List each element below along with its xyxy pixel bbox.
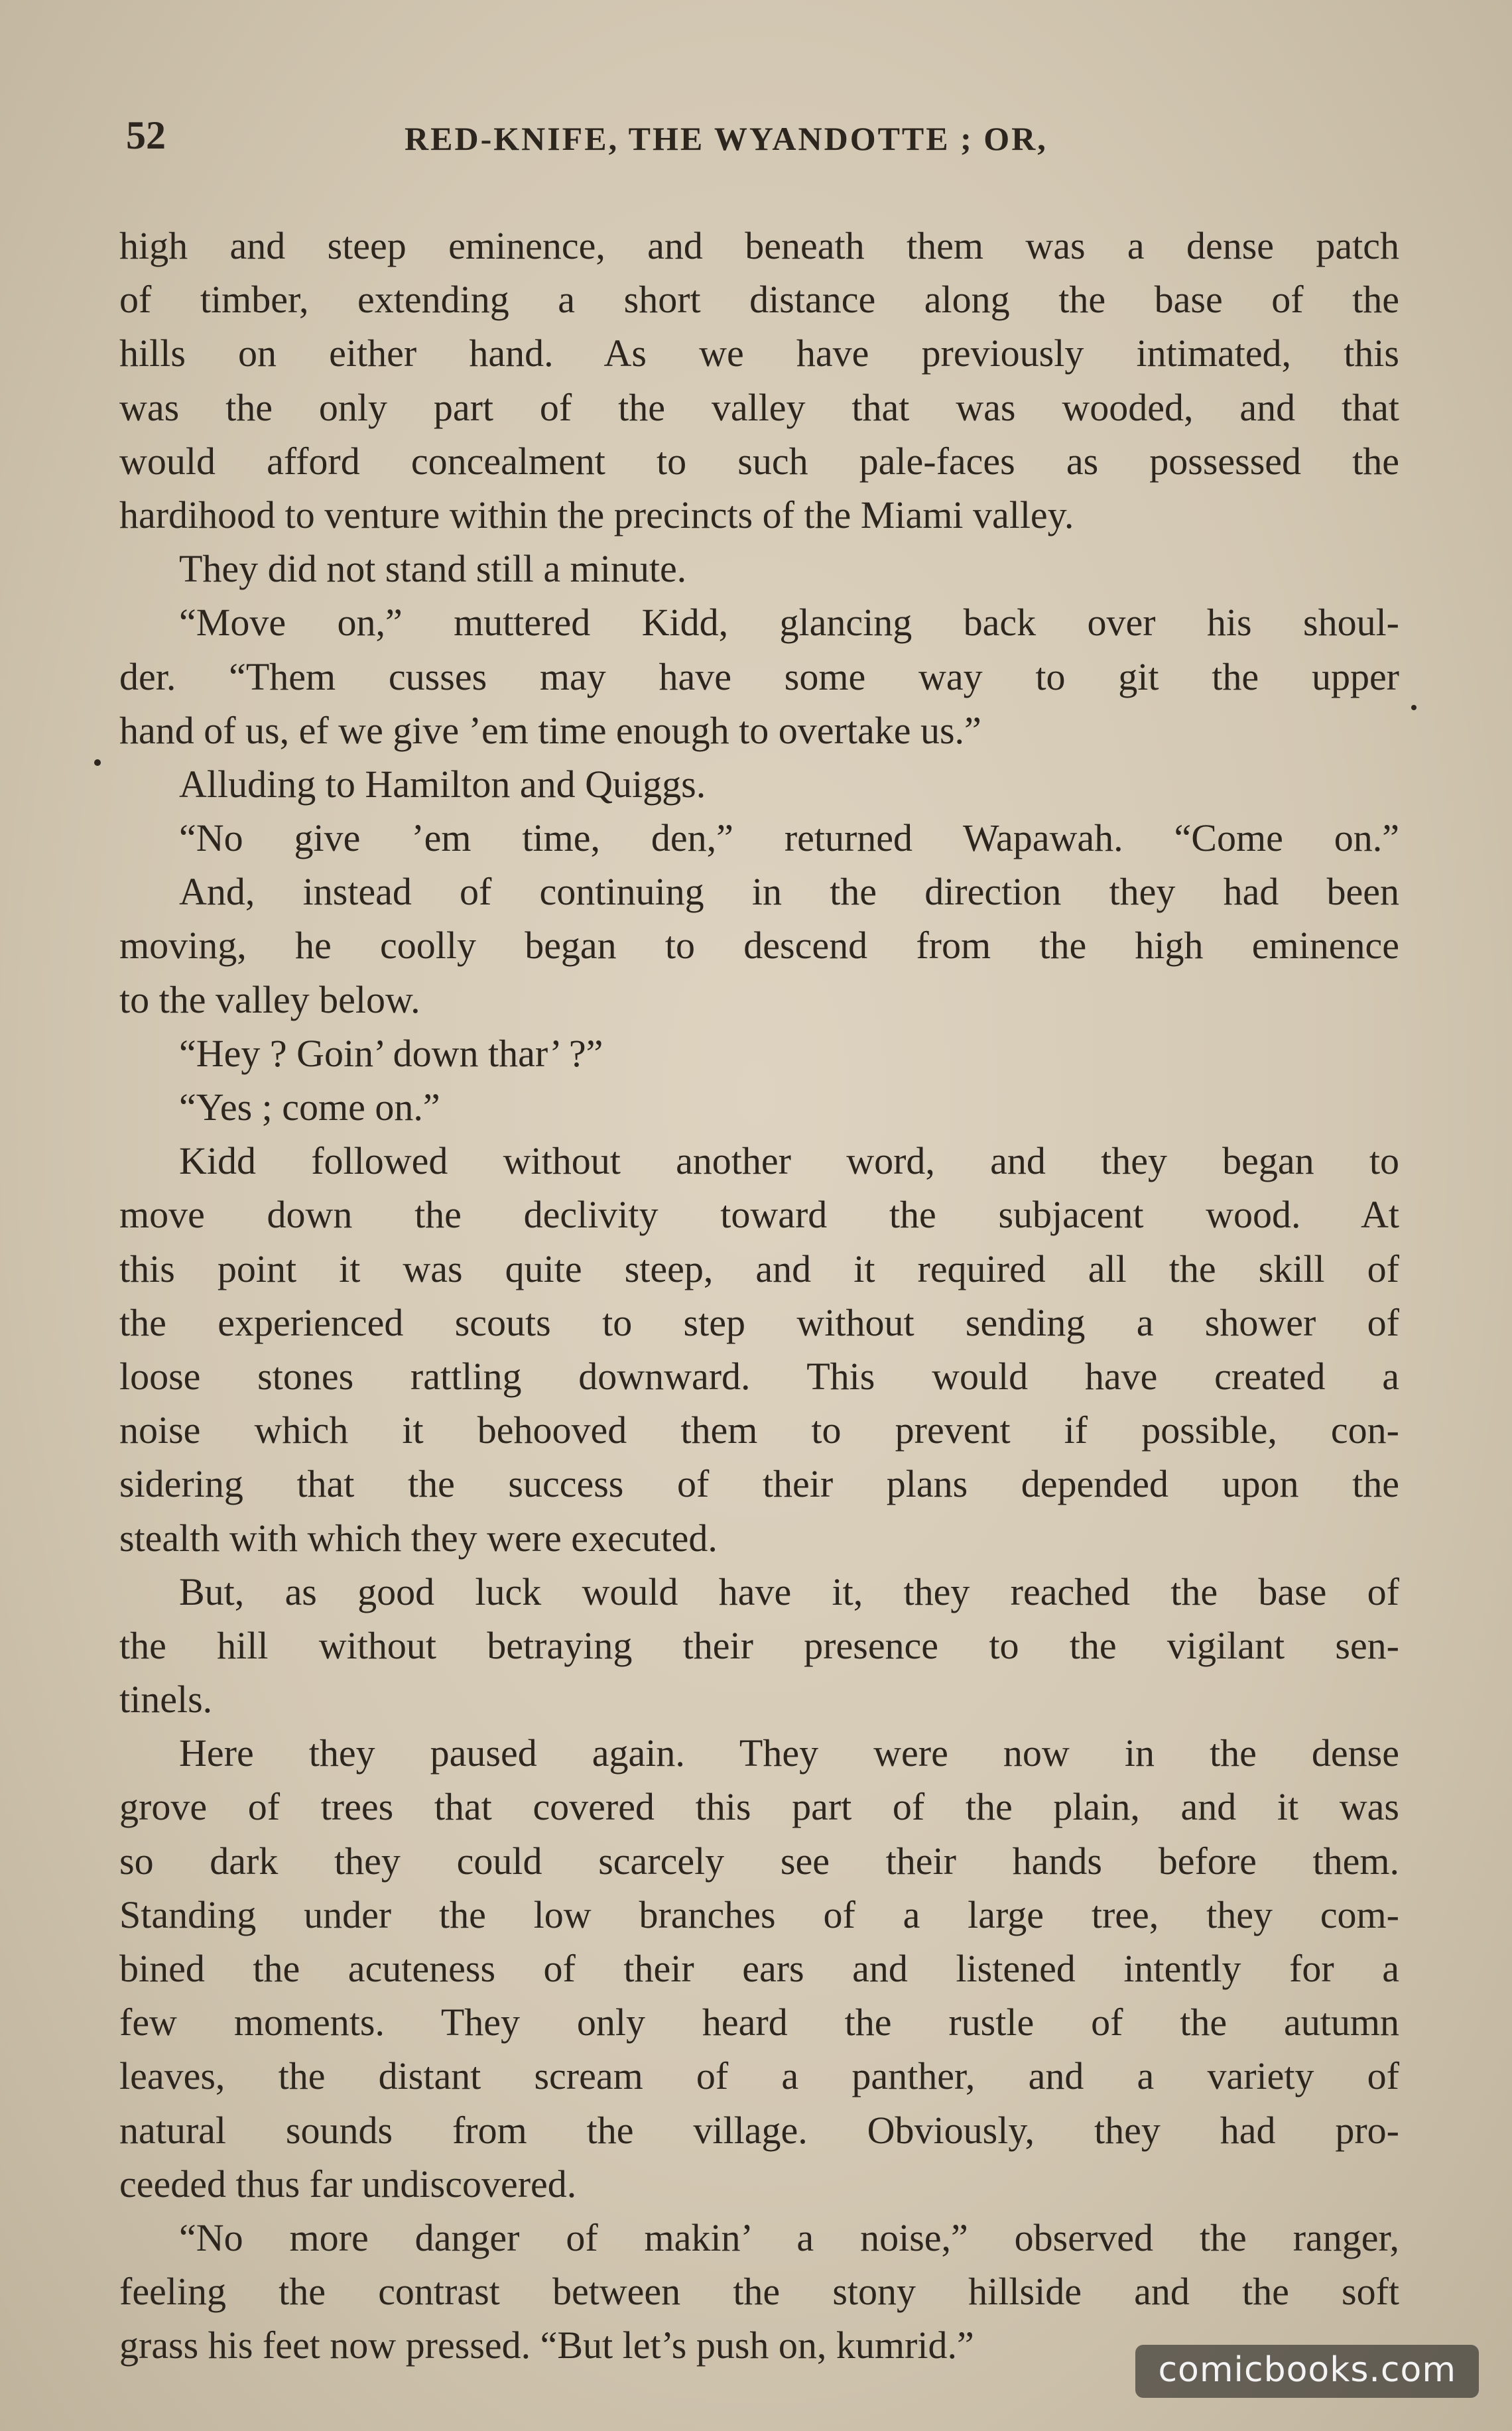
text-line: moving, he coolly began to descend from the high eminence: [119, 924, 1399, 967]
text-line: der. “Them cusses may have some way to git the upper: [119, 654, 1399, 698]
text-line: few moments. They only heard the rustle of the autumn: [119, 2001, 1399, 2044]
text-line: feeling the contrast between the stony hillside and the soft: [119, 2270, 1399, 2314]
text-line: Alluding to Hamilton and Quiggs.: [179, 762, 706, 806]
watermark: comicbooks.com: [1135, 2345, 1479, 2398]
text-line: stealth with which they were executed.: [119, 1516, 718, 1560]
text-line: hardihood to venture within the precincts of the Miami valley.: [119, 493, 1074, 536]
text-line: And, instead of continuing in the direction they had been: [179, 870, 1399, 914]
text-line: “Move on,” muttered Kidd, glancing back over his shoul-: [179, 601, 1399, 645]
text-line: Here they paused again. They were now in the dense: [179, 1731, 1399, 1775]
text-line: grove of trees that covered this part of the plain, and it was: [119, 1785, 1399, 1829]
ink-speck: [94, 759, 101, 766]
text-line: to the valley below.: [119, 977, 420, 1021]
text-line: natural sounds from the village. Obviously, they had pro-: [119, 2108, 1399, 2152]
text-line: hills on either hand. As we have previously intimated, this: [119, 332, 1399, 375]
text-line: of timber, extending a short distance along the base of the: [119, 278, 1399, 322]
text-line: Standing under the low branches of a large tree, they com-: [119, 1893, 1399, 1936]
text-line: grass his feet now pressed. “But let’s push on, kumrid.”: [119, 2324, 974, 2367]
text-line: Kidd followed without another word, and they began to: [179, 1139, 1399, 1183]
page-header: [126, 113, 1419, 172]
text-line: high and steep eminence, and beneath them was a dense patch: [119, 224, 1399, 267]
text-line: this point it was quite steep, and it required all the skill of: [119, 1247, 1399, 1290]
text-line: But, as good luck would have it, they reached the base of: [179, 1570, 1399, 1613]
text-line: would afford concealment to such pale-faces as possessed the: [119, 439, 1399, 483]
text-line: hand of us, ef we give ’em time enough to overtake us.”: [119, 708, 981, 752]
text-line: ceeded thus far undiscovered.: [119, 2162, 577, 2206]
ink-speck: [1411, 705, 1417, 710]
text-line: “No give ’em time, den,” returned Wapawah. “Come on.”: [179, 816, 1399, 860]
body-text: [119, 219, 1399, 2373]
text-line: leaves, the distant scream of a panther, and a variety of: [119, 2054, 1399, 2098]
text-line: bined the acuteness of their ears and listened intently for a: [119, 1947, 1399, 1990]
text-line: noise which it behooved them to prevent if possible, con-: [119, 1408, 1399, 1452]
running-title: RED-KNIFE, THE WYANDOTTE ; OR,: [405, 120, 1048, 157]
text-line: sidering that the success of their plans depended upon the: [119, 1462, 1399, 1506]
text-line: loose stones rattling downward. This would have created a: [119, 1354, 1399, 1398]
text-line: They did not stand still a minute.: [179, 547, 687, 591]
text-line: “Hey ? Goin’ down thar’ ?”: [179, 1031, 603, 1075]
text-line: “No more danger of makin’ a noise,” observed the ranger,: [179, 2215, 1399, 2259]
text-line: “Yes ; come on.”: [179, 1086, 440, 1129]
text-line: the hill without betraying their presence to the vigilant sen-: [119, 1623, 1399, 1667]
text-line: was the only part of the valley that was wooded, and that: [119, 385, 1399, 429]
text-line: the experienced scouts to step without sending a shower of: [119, 1300, 1399, 1344]
text-line: move down the declivity toward the subjacent wood. At: [119, 1193, 1399, 1237]
text-line: tinels.: [119, 1678, 213, 1721]
page-number: 52: [126, 113, 166, 157]
text-line: so dark they could scarcely see their hands before them.: [119, 1839, 1399, 1883]
